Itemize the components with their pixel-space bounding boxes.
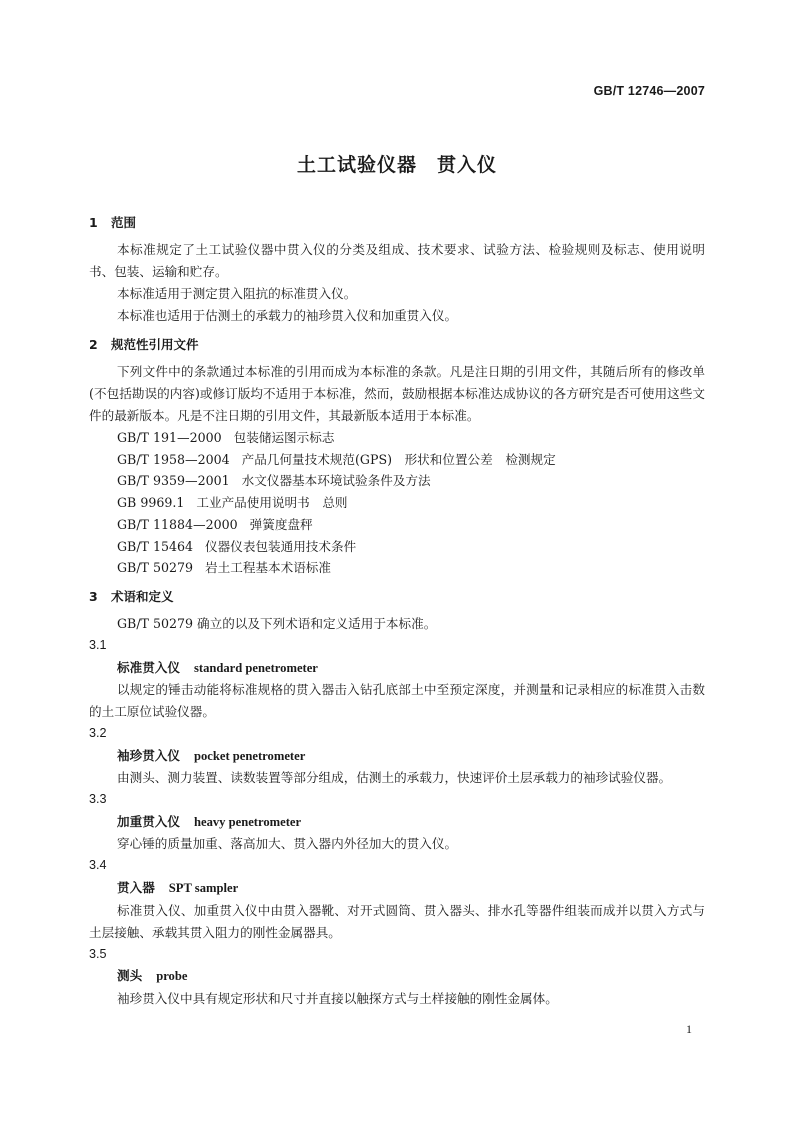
document-title: 土工试验仪器 贯入仪	[296, 154, 497, 176]
term-name-en: SPT sampler	[168, 881, 239, 896]
paragraph: 下列文件中的条款通过本标准的引用而成为本标准的条款。凡是注日期的引用文件，其随后所有的修改单(不包括勘误的内容)或修订版均不适用于本标准，然而，鼓励根据本标准达成协议的各方研究是否可使用这些文件的最新版本。凡是不注日期的引用文件，其最新版本适用于本标准。	[89, 364, 705, 423]
reference-code: GB/T 50279	[117, 560, 194, 576]
paragraph: GB/T 50279 确立的以及下列术语和定义适用于本标准。	[117, 615, 437, 631]
term-number: 3.5	[89, 946, 107, 961]
section-number: 2	[89, 337, 98, 352]
reference-code: GB/T 1958—2004	[117, 451, 230, 467]
section-heading-terms-definitions	[89, 586, 705, 608]
reference-item	[89, 470, 705, 492]
section-heading-scope	[89, 212, 705, 234]
reference-item	[89, 427, 705, 449]
paragraph: 本标准适用于测定贯入阻抗的标准贯入仪。	[117, 286, 357, 301]
term-name-en: probe	[156, 969, 188, 984]
page-number: 1	[686, 1022, 692, 1036]
term-name-zh: 标准贯入仪	[117, 659, 180, 675]
term-definition: 袖珍贯入仪中具有规定形状和尺寸并直接以触探方式与土样接触的刚性金属体。	[117, 990, 558, 1006]
section-number: 1	[89, 215, 98, 230]
section-number: 3	[89, 588, 98, 604]
reference-code: GB/T 191—2000	[117, 430, 222, 445]
term-name-zh: 贯入器	[117, 880, 155, 896]
term-name	[89, 965, 705, 988]
section-heading-normative-references	[89, 334, 705, 356]
section-title: 术语和定义	[111, 588, 174, 604]
standard-code: GB/T 12746—2007	[593, 84, 705, 98]
term-definition: 标准贯入仪、加重贯入仪中由贯入器靴、对开式圆筒、贯入器头、排水孔等器件组装而成并以贯入方式与土层接触、承载其贯入阻力的刚性金属器具。	[89, 902, 705, 940]
reference-item	[89, 557, 705, 579]
term-number: 3.3	[89, 792, 107, 807]
reference-item	[89, 514, 705, 536]
reference-name: 弹簧度盘秤	[249, 516, 313, 532]
reference-name: 仪器仪表包装通用技术条件	[205, 538, 357, 554]
section-title: 规范性引用文件	[111, 337, 199, 352]
reference-name: 产品几何量技术规范(GPS) 形状和位置公差 检测规定	[241, 451, 556, 467]
term-name-en: heavy penetrometer	[193, 814, 302, 829]
term-definition: 穿心锤的质量加重、落高加大、贯入器内外径加大的贯入仪。	[117, 836, 458, 852]
term-number: 3.1	[89, 637, 107, 652]
term-name-en: pocket penetrometer	[193, 748, 306, 763]
reference-name: 水文仪器基本环境试验条件及方法	[241, 473, 431, 489]
term-name	[89, 745, 705, 768]
reference-name: 岩土工程基本术语标准	[205, 560, 331, 576]
paragraph: 本标准规定了土工试验仪器中贯入仪的分类及组成、技术要求、试验方法、检验规则及标志、使用说明书、包装、运输和贮存。	[89, 242, 705, 279]
reference-code: GB/T 9359—2001	[117, 473, 230, 489]
document-body	[89, 212, 705, 1010]
reference-name: 工业产品使用说明书 总则	[196, 495, 348, 511]
term-definition: 由测头、测力装置、读数装置等部分组成，估测土的承载力，快速评价土层承载力的袖珍试验仪器。	[117, 770, 672, 786]
term-name	[89, 877, 705, 900]
paragraph: 本标准也适用于估测土的承载力的袖珍贯入仪和加重贯入仪。	[117, 308, 458, 323]
reference-code: GB 9969.1	[117, 495, 185, 511]
term-number: 3.4	[89, 858, 107, 873]
term-name-zh: 测头	[117, 968, 143, 984]
term-definition: 以规定的锤击动能将标准规格的贯入器击入钻孔底部土中至预定深度，并测量和记录相应的标准贯入击数的土工原位试验仪器。	[89, 682, 705, 720]
term-name	[89, 811, 705, 834]
reference-item	[89, 536, 705, 558]
term-name	[89, 657, 705, 680]
section-title: 范围	[111, 215, 137, 230]
term-name-en: standard penetrometer	[193, 660, 318, 675]
term-number: 3.2	[89, 726, 107, 741]
reference-item	[89, 449, 705, 471]
term-name-zh: 袖珍贯入仪	[117, 747, 180, 763]
reference-item	[89, 492, 705, 514]
reference-code: GB/T 15464	[117, 538, 194, 554]
reference-code: GB/T 11884—2000	[117, 516, 238, 532]
term-name-zh: 加重贯入仪	[117, 813, 180, 829]
reference-name: 包装储运图示标志	[233, 430, 335, 445]
